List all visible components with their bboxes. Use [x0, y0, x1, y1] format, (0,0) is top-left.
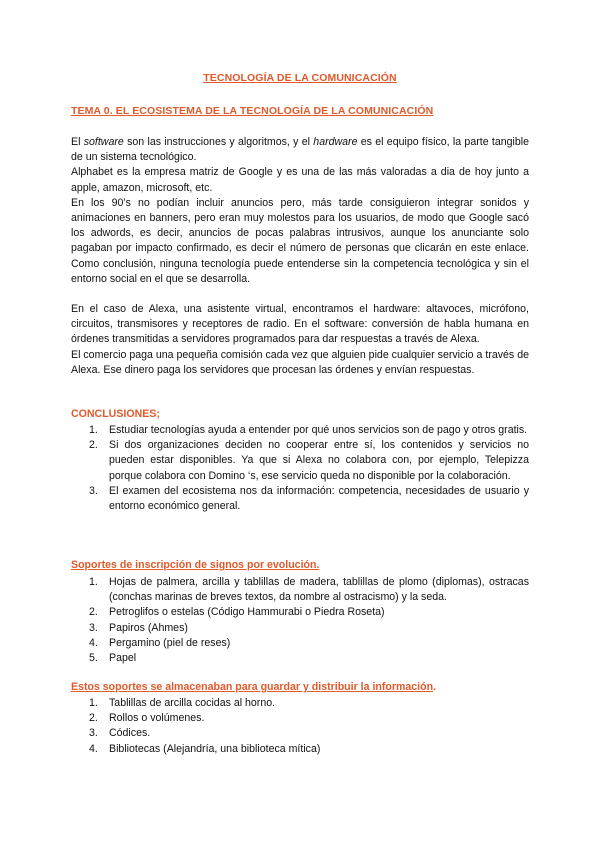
list-number: 2. [89, 439, 98, 452]
list-number: 1. [89, 697, 98, 709]
list-number: 4. [89, 742, 98, 755]
almacen-heading-text: Estos soportes se almacenaban para guardar y distribuir la información [71, 681, 434, 693]
list-item [71, 575, 529, 605]
list-number: 4. [89, 636, 98, 649]
list-number: 1. [89, 576, 98, 588]
list-text: Bibliotecas (Alejandría, una biblioteca mítica) [109, 742, 321, 755]
almacen-heading-dot: . [433, 681, 437, 693]
document-title: TECNOLOGÍA DE LA COMUNICACIÓN [203, 72, 397, 84]
list-item [71, 711, 529, 726]
text-run: es el equipo físico, la parte tangible de un sistema tecnológico. [71, 136, 529, 164]
list-text: Estudiar tecnologías ayuda a entender por qué unos servicios son de pago y otros gratis. [109, 424, 528, 436]
list-number: 1. [89, 424, 98, 436]
list-item [71, 621, 529, 636]
list-text: Pergamino (piel de reses) [109, 636, 231, 649]
list-text: Petroglifos o estelas (Código Hammurabi o Piedra Roseta) [109, 606, 385, 619]
almacen-heading [71, 681, 436, 693]
list-number: 2. [89, 606, 98, 619]
intro-text [71, 135, 529, 378]
text-italic-software: software [83, 136, 124, 148]
list-text: Hojas de palmera, arcilla y tablillas de madera, tablillas de plomo (diplomas), ostracas (conchas marinas de breves textos, da nombre al ostracismo) y la seda. [109, 576, 529, 604]
list-text: El examen del ecosistema nos da información: competencia, necesidades de usuario y entorno económico general. [109, 484, 529, 513]
list-number: 3. [89, 727, 98, 740]
list-text: Tablillas de arcilla cocidas al horno. [109, 697, 276, 709]
paragraph-adwords: En los 90’s no podían incluir anuncios pero, más tarde consiguieron integrar sonidos y animaciones en banners, pero eran muy molestos para los usuarios, de modo que Google sacó los adwords, es decir, anuncios de pocas palabras intrusivos, aunque los anunciante solo pagaban por impacto confirmado, es decir el número de personas que clicarán en este enlace. Como conclusión, ninguna tecnología puede entenderse sin la competencia tecnológica y sin el entorno social en el que se desarrolla. [71, 196, 529, 285]
list-item [71, 438, 529, 484]
list-item [71, 636, 529, 651]
paragraph-alphabet: Alphabet es la empresa matriz de Google y es una de las más valoradas a dia de hoy junto a apple, amazon, microsoft, etc. [71, 166, 529, 194]
paragraph-comercio: El comercio paga una pequeña comisión cada vez que alguien pide cualquier servicio a través de Alexa. Ese dinero paga los servidores que procesan las órdenes y envían respuestas. [71, 348, 529, 376]
list-item [71, 423, 529, 438]
list-item [71, 651, 529, 666]
text-run: son las instrucciones y algoritmos, y el [123, 136, 314, 148]
list-item [71, 605, 529, 620]
soportes-list [71, 575, 529, 666]
section-heading-tema: TEMA 0. EL ECOSISTEMA DE LA TECNOLOGÍA DE LA COMUNICACIÓN [71, 105, 434, 117]
list-item [71, 726, 529, 741]
list-number: 5. [89, 652, 98, 665]
almacen-list [71, 696, 529, 757]
list-item [71, 742, 529, 757]
text-italic-hardware: hardware [313, 136, 358, 148]
list-number: 3. [89, 484, 98, 497]
list-number: 3. [89, 621, 98, 634]
list-number: 2. [89, 712, 98, 725]
list-item [71, 696, 529, 711]
text-run: El [71, 136, 84, 148]
list-text: Papel [109, 652, 137, 665]
paragraph-software [71, 135, 529, 165]
list-text: Rollos o volúmenes. [109, 712, 205, 725]
conclusiones-list [71, 423, 529, 514]
list-text: Papiros (Ahmes) [109, 621, 188, 634]
soportes-heading: Soportes de inscripción de signos por evolución. [71, 559, 320, 571]
list-text: Códices. [109, 727, 151, 740]
list-text: Si dos organizaciones deciden no cooperar entre sí, los contenidos y servicios no pueden estar disponibles. Ya que si Alexa no colabora con, por ejemplo, Telepizza porque colabora con Domino ‘s, ese servicio queda no disponible por la colaboración. [109, 439, 529, 482]
paragraph-alexa: En el caso de Alexa, una asistente virtual, encontramos el hardware: altavoces, micrófono, circuitos, transmisores y receptores de radio. En el software: conversión de habla humana en órdenes transmitidas a servidores programados para dar respuestas a través de Alexa. [71, 303, 529, 346]
list-item [71, 484, 529, 514]
conclusiones-heading: CONCLUSIONES; [71, 408, 160, 420]
